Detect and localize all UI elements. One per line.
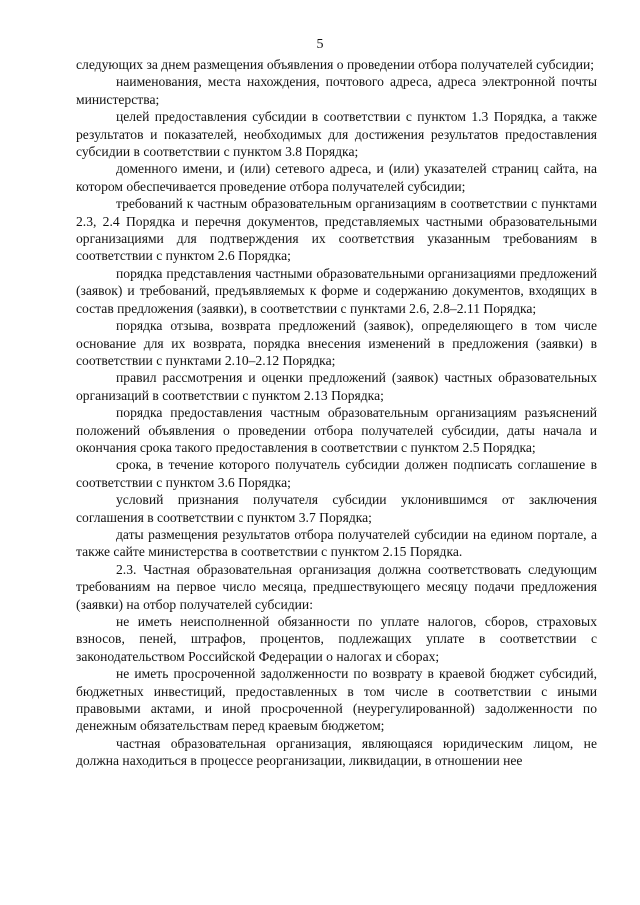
page-number: 5	[316, 37, 324, 52]
section-2-3-paragraph: 2.3. Частная образовательная организация должна соответствовать следующим требованиям на первое число месяца, предшествующего месяцу подачи предложения (заявки) на отбор получателей субсидии:	[76, 561, 597, 612]
paragraph: не иметь просроченной задолженности по возврату в краевой бюджет субсидий, бюджетных инвестиций, предоставленных в том числе в соответствии с иными правовыми актами, и иной просроченной (неурегулированной) задолженности по денежным обязательствам перед краевым бюджетом;	[76, 666, 597, 734]
paragraph: условий признания получателя субсидии уклонившимся от заключения соглашения в соответствии с пунктом 3.7 Порядка;	[76, 492, 597, 525]
paragraph: требований к частным образовательным организациям в соответствии с пунктами 2.3, 2.4 Порядка и перечня документов, представляемых частными образовательными организациями для подтверждения их соответствия указанным требованиям в соответствии с пунктом 2.6 Порядка;	[76, 196, 597, 264]
paragraph: даты размещения результатов отбора получателей субсидии на едином портале, а также сайте министерства в соответствии с пунктом 2.15 Порядка.	[76, 526, 597, 560]
body-text	[76, 56, 597, 770]
paragraph: правил рассмотрения и оценки предложений (заявок) частных образовательных организаций в соответствии с пунктом 2.13 Порядка;	[76, 370, 597, 403]
paragraph: порядка представления частными образовательными организациями предложений (заявок) и требований, предъявляемых к форме и содержанию документов, входящих в состав предложения (заявки), в соответствии с пунктами 2.6, 2.8–2.11 Порядка;	[76, 265, 597, 316]
paragraph: срока, в течение которого получатель субсидии должен подписать соглашение в соответствии с пунктом 3.6 Порядка;	[76, 457, 597, 490]
paragraph: наименования, места нахождения, почтового адреса, адреса электронной почты министерства;	[76, 74, 597, 107]
paragraph: целей предоставления субсидии в соответствии с пунктом 1.3 Порядка, а также результатов и показателей, необходимых для достижения результатов предоставления субсидии в соответствии с пунктом 3.8 Порядка;	[76, 109, 597, 160]
paragraph: не иметь неисполненной обязанности по уплате налогов, сборов, страховых взносов, пеней, штрафов, процентов, подлежащих уплате в соответствии с законодательством Российской Федерации о налогах и сборах;	[76, 614, 597, 664]
paragraph: порядка отзыва, возврата предложений (заявок), определяющего в том числе основание для их возврата, порядка внесения изменений в предложения (заявки) в соответствии с пунктами 2.10–2.12 Порядка;	[76, 318, 597, 368]
paragraph: частная образовательная организация, являющаяся юридическим лицом, не должна находиться в процессе реорганизации, ликвидации, в отношении нее	[76, 735, 597, 769]
paragraph: порядка предоставления частным образовательным организациям разъяснений положений объявления о проведении отбора получателей субсидии, даты начала и окончания срока такого предоставления в соответствии с пунктом 2.5 Порядка;	[76, 405, 597, 455]
paragraph: следующих за днем размещения объявления о проведении отбора получателей субсидии;	[76, 57, 595, 72]
paragraph: доменного имени, и (или) сетевого адреса, и (или) указателей страниц сайта, на котором обеспечивается проведение отбора получателей субсидии;	[76, 161, 597, 194]
